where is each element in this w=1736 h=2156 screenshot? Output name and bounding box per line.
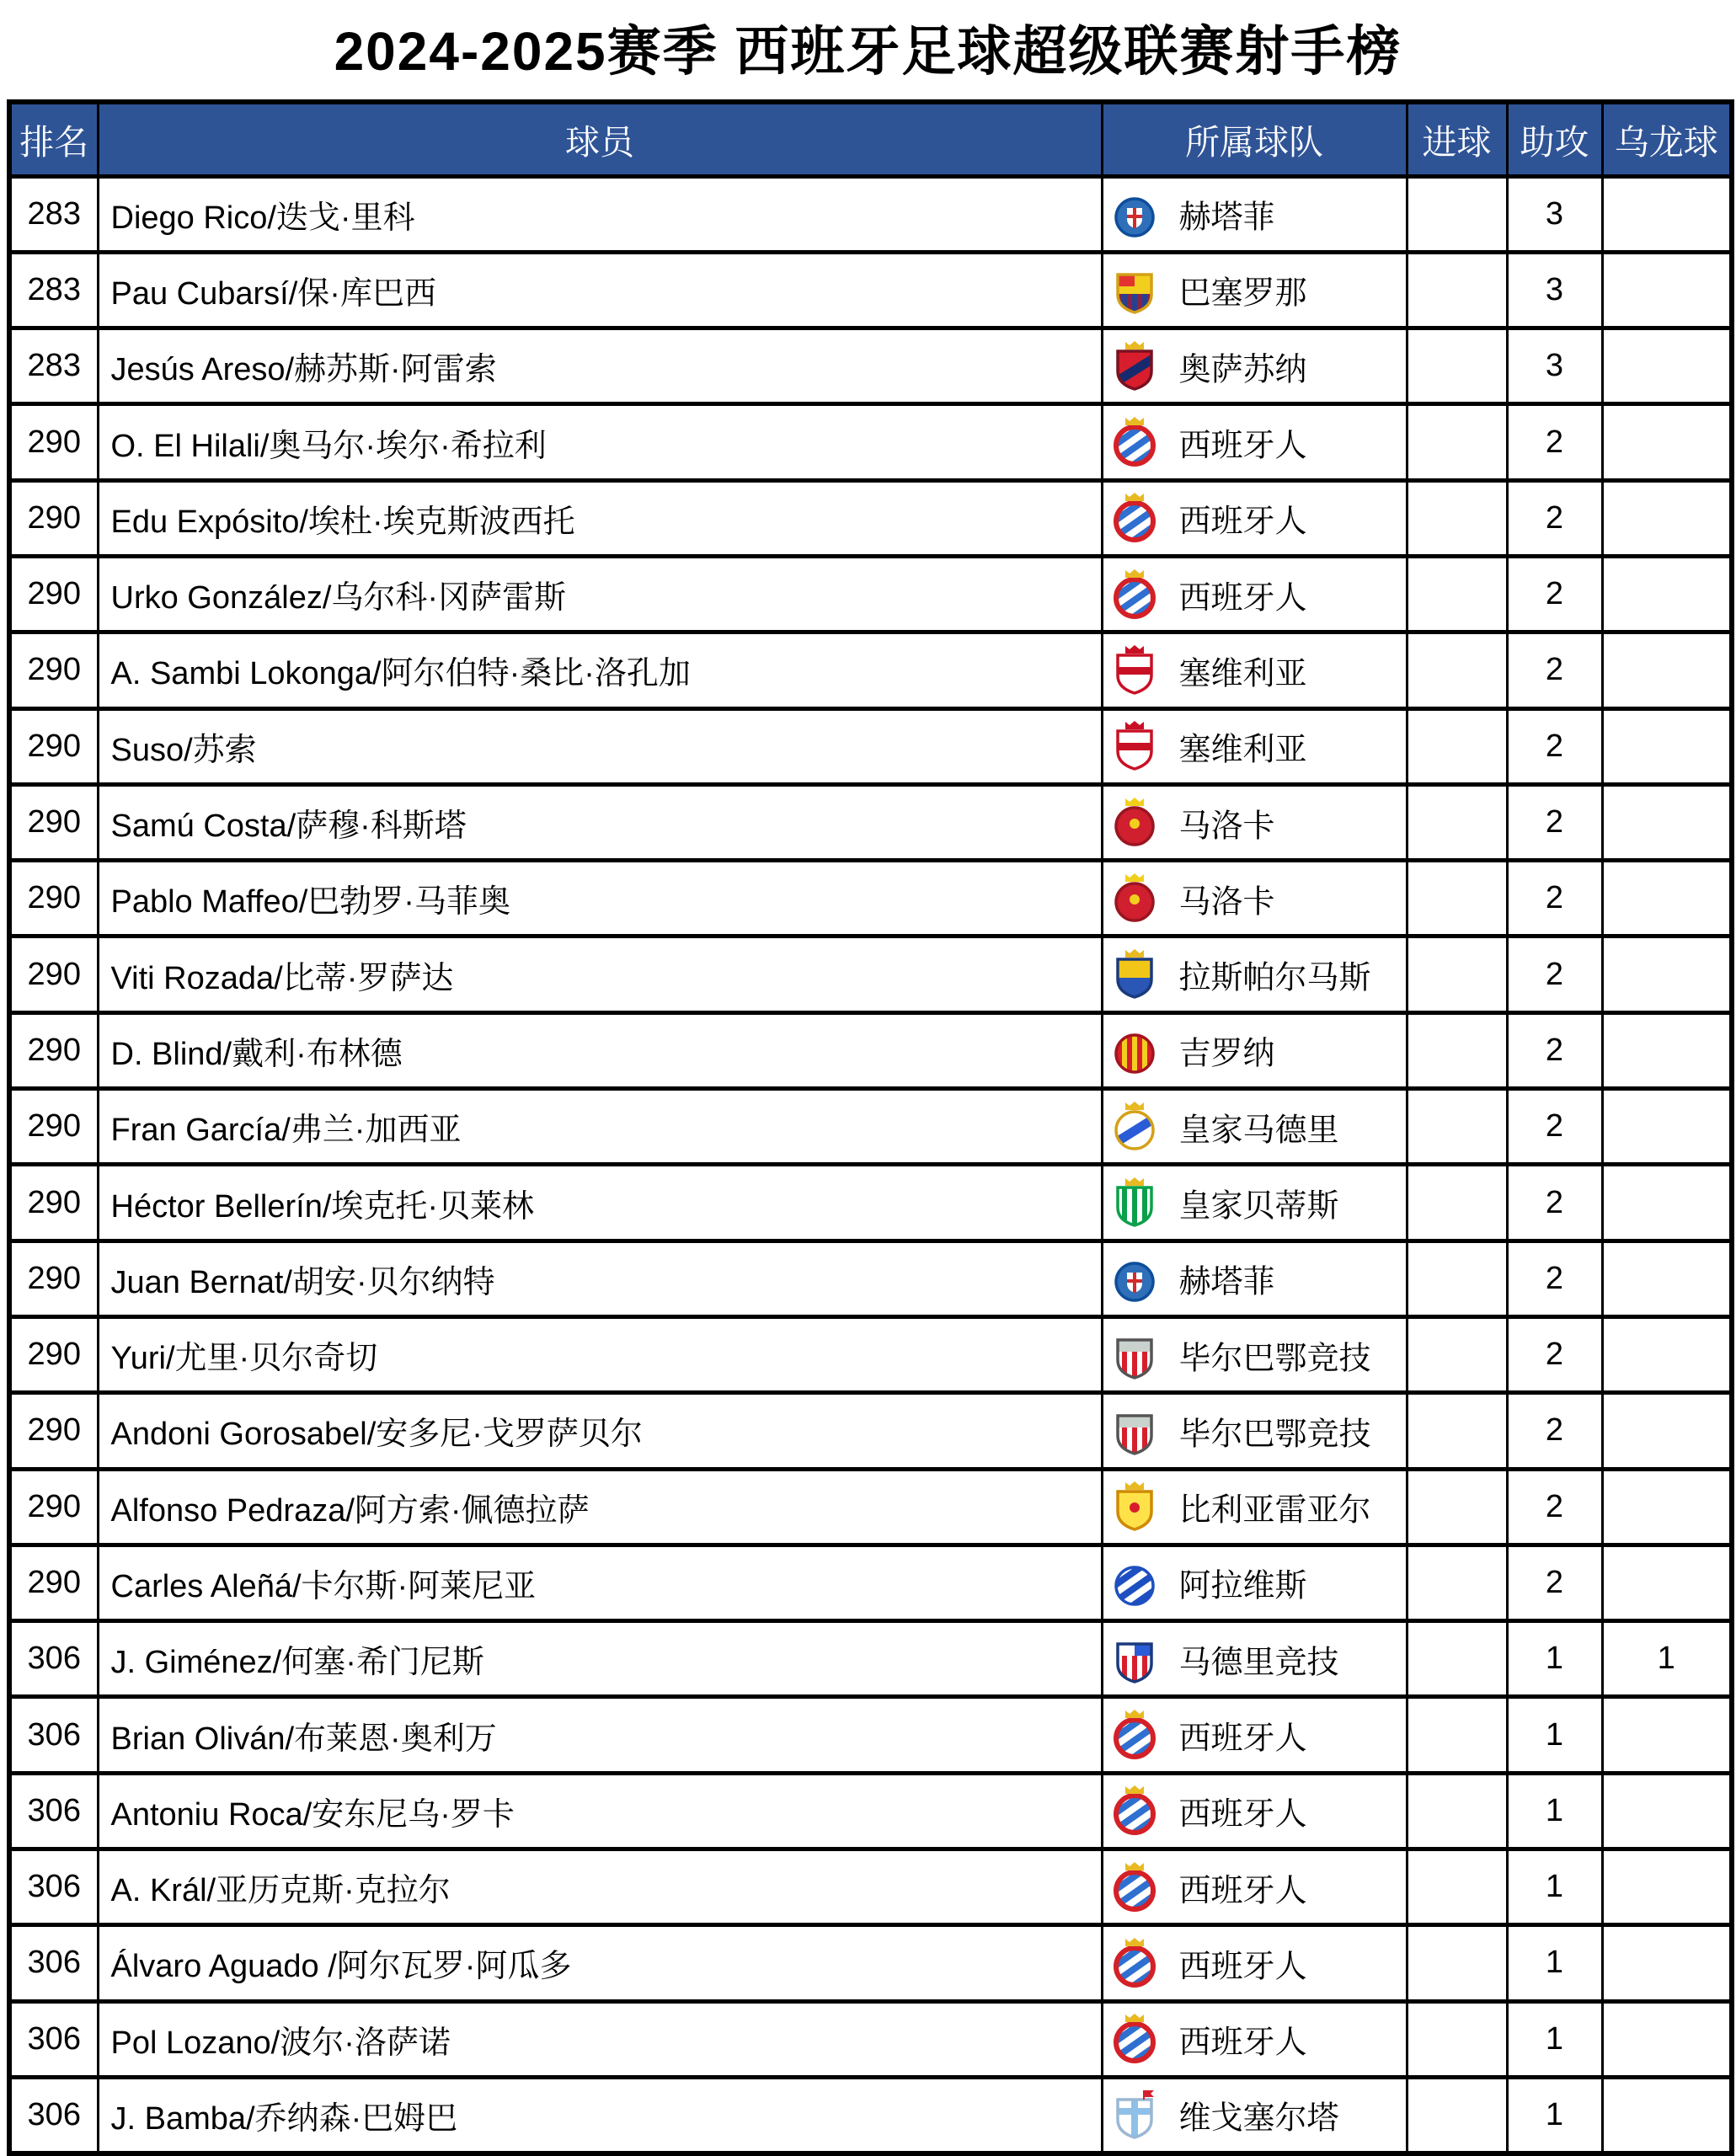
team-cell: [1102, 1165, 1407, 1241]
rank-cell: 283: [9, 176, 98, 252]
rank-cell: 290: [9, 1316, 98, 1392]
team-name: 皇家马德里: [1178, 1113, 1339, 1149]
rank-cell: 290: [9, 1393, 98, 1469]
team-crest-icon: [1112, 721, 1157, 771]
rank-cell: 290: [9, 1165, 98, 1241]
team-crest-icon: [1112, 341, 1157, 392]
goals-cell: [1407, 1165, 1507, 1241]
rank-cell: 306: [9, 1621, 98, 1697]
team-crest-icon: [1112, 264, 1157, 315]
assists-cell: 2: [1507, 1393, 1602, 1469]
goals-cell: [1407, 708, 1507, 784]
own-goals-cell: [1602, 632, 1732, 708]
team-name: 比利亚雷亚尔: [1178, 1492, 1371, 1529]
team-cell: [1102, 404, 1407, 480]
team-crest-icon: [1112, 569, 1157, 620]
team-name: 西班牙人: [1178, 1721, 1307, 1757]
team-crest-icon: [1112, 645, 1157, 696]
scorers-table: [7, 99, 1734, 2156]
rank-cell: 290: [9, 861, 98, 937]
team-crest-icon: [1112, 1481, 1157, 1532]
player-cell: Héctor Bellerín/埃克托·贝莱林: [98, 1165, 1102, 1241]
player-cell: D. Blind/戴利·布林德: [98, 1012, 1102, 1088]
rank-cell: 306: [9, 1697, 98, 1773]
own-goals-cell: [1602, 1012, 1732, 1088]
goals-cell: [1407, 1925, 1507, 2001]
team-name: 西班牙人: [1178, 2025, 1307, 2061]
player-cell: Diego Rico/迭戈·里科: [98, 176, 1102, 252]
rank-cell: 290: [9, 1469, 98, 1545]
goals-cell: [1407, 404, 1507, 480]
team-name: 塞维利亚: [1178, 732, 1307, 768]
team-cell: [1102, 1316, 1407, 1392]
own-goals-cell: [1602, 1089, 1732, 1165]
team-name: 维戈塞尔塔: [1178, 2100, 1339, 2137]
table-row: [9, 2077, 1732, 2153]
player-cell: Pau Cubarsí/保·库巴西: [98, 252, 1102, 328]
table-row: [9, 1241, 1732, 1316]
team-name: 拉斯帕尔马斯: [1178, 960, 1371, 996]
rank-cell: 290: [9, 632, 98, 708]
table-row: [9, 632, 1732, 708]
assists-cell: 2: [1507, 937, 1602, 1012]
col-header-assists: 助攻: [1507, 102, 1602, 176]
rank-cell: 306: [9, 2001, 98, 2077]
team-name: 毕尔巴鄂竞技: [1178, 1341, 1371, 1377]
goals-cell: [1407, 1012, 1507, 1088]
player-cell: Juan Bernat/胡安·贝尔纳特: [98, 1241, 1102, 1316]
goals-cell: [1407, 480, 1507, 556]
rank-cell: 290: [9, 1089, 98, 1165]
own-goals-cell: [1602, 1849, 1732, 1925]
team-crest-icon: [1112, 798, 1157, 848]
team-crest-icon: [1112, 2089, 1157, 2140]
own-goals-cell: [1602, 1469, 1732, 1545]
rank-cell: 290: [9, 937, 98, 1012]
rank-cell: 290: [9, 556, 98, 632]
table-row: [9, 1089, 1732, 1165]
assists-cell: 3: [1507, 328, 1602, 404]
own-goals-cell: [1602, 176, 1732, 252]
own-goals-cell: [1602, 252, 1732, 328]
assists-cell: 2: [1507, 861, 1602, 937]
team-cell: [1102, 176, 1407, 252]
header-row: [9, 102, 1732, 176]
team-cell: [1102, 1773, 1407, 1849]
player-cell: Yuri/尤里·贝尔奇切: [98, 1316, 1102, 1392]
team-cell: [1102, 1849, 1407, 1925]
rank-cell: 283: [9, 252, 98, 328]
team-cell: [1102, 861, 1407, 937]
goals-cell: [1407, 1773, 1507, 1849]
own-goals-cell: [1602, 2077, 1732, 2153]
col-header-goals: 进球: [1407, 102, 1507, 176]
assists-cell: 2: [1507, 632, 1602, 708]
table-row: [9, 2001, 1732, 2077]
team-cell: [1102, 328, 1407, 404]
assists-cell: 3: [1507, 176, 1602, 252]
team-crest-icon: [1112, 1557, 1157, 1608]
assists-cell: 1: [1507, 1621, 1602, 1697]
team-name: 马洛卡: [1178, 884, 1275, 921]
table-row: [9, 1316, 1732, 1392]
team-cell: [1102, 1089, 1407, 1165]
team-cell: [1102, 252, 1407, 328]
own-goals-cell: [1602, 1316, 1732, 1392]
own-goals-cell: [1602, 937, 1732, 1012]
player-cell: J. Bamba/乔纳森·巴姆巴: [98, 2077, 1102, 2153]
table-row: [9, 937, 1732, 1012]
rank-cell: 306: [9, 1849, 98, 1925]
table-row: [9, 176, 1732, 252]
rank-cell: 290: [9, 480, 98, 556]
assists-cell: 2: [1507, 1241, 1602, 1316]
assists-cell: 1: [1507, 1925, 1602, 2001]
team-crest-icon: [1112, 1710, 1157, 1760]
team-crest-icon: [1112, 1785, 1157, 1836]
own-goals-cell: [1602, 1393, 1732, 1469]
team-cell: [1102, 1545, 1407, 1620]
player-cell: Pol Lozano/波尔·洛萨诺: [98, 2001, 1102, 2077]
player-cell: A. Král/亚历克斯·克拉尔: [98, 1849, 1102, 1925]
team-cell: [1102, 1697, 1407, 1773]
assists-cell: 2: [1507, 1089, 1602, 1165]
team-crest-icon: [1112, 1177, 1157, 1228]
team-cell: [1102, 1621, 1407, 1697]
table-row: [9, 1545, 1732, 1620]
team-crest-icon: [1112, 1025, 1157, 1075]
goals-cell: [1407, 328, 1507, 404]
table-row: [9, 861, 1732, 937]
assists-cell: 2: [1507, 784, 1602, 860]
table-row: [9, 1773, 1732, 1849]
own-goals-cell: [1602, 556, 1732, 632]
player-cell: O. El Hilali/奥马尔·埃尔·希拉利: [98, 404, 1102, 480]
team-name: 奥萨苏纳: [1178, 352, 1307, 388]
team-name: 西班牙人: [1178, 504, 1307, 540]
team-name: 塞维利亚: [1178, 656, 1307, 692]
player-cell: Álvaro Aguado /阿尔瓦罗·阿瓜多: [98, 1925, 1102, 2001]
goals-cell: [1407, 1316, 1507, 1392]
own-goals-cell: [1602, 1545, 1732, 1620]
player-cell: Suso/苏索: [98, 708, 1102, 784]
team-name: 西班牙人: [1178, 428, 1307, 464]
player-cell: Viti Rozada/比蒂·罗萨达: [98, 937, 1102, 1012]
table-row: [9, 1697, 1732, 1773]
team-cell: [1102, 632, 1407, 708]
team-crest-icon: [1112, 949, 1157, 1000]
team-crest-icon: [1112, 1253, 1157, 1304]
team-name: 马德里竞技: [1178, 1645, 1339, 1681]
own-goals-cell: [1602, 2001, 1732, 2077]
table-row: [9, 1621, 1732, 1697]
rank-cell: 290: [9, 1545, 98, 1620]
assists-cell: 2: [1507, 1469, 1602, 1545]
team-name: 毕尔巴鄂竞技: [1178, 1417, 1371, 1453]
team-cell: [1102, 1241, 1407, 1316]
team-crest-icon: [1112, 1938, 1157, 1988]
player-cell: Pablo Maffeo/巴勃罗·马菲奥: [98, 861, 1102, 937]
team-crest-icon: [1112, 1634, 1157, 1684]
team-crest-icon: [1112, 2014, 1157, 2064]
table-row: [9, 1393, 1732, 1469]
player-cell: A. Sambi Lokonga/阿尔伯特·桑比·洛孔加: [98, 632, 1102, 708]
team-crest-icon: [1112, 1406, 1157, 1456]
own-goals-cell: [1602, 708, 1732, 784]
table-row: [9, 252, 1732, 328]
team-crest-icon: [1112, 493, 1157, 543]
team-name: 阿拉维斯: [1178, 1568, 1307, 1604]
player-cell: Alfonso Pedraza/阿方索·佩德拉萨: [98, 1469, 1102, 1545]
team-name: 巴塞罗那: [1178, 275, 1307, 312]
table-row: [9, 480, 1732, 556]
team-name: 西班牙人: [1178, 1949, 1307, 1985]
team-name: 赫塔菲: [1178, 200, 1275, 236]
table-row: [9, 708, 1732, 784]
table-row: [9, 1925, 1732, 2001]
col-header-rank: 排名: [9, 102, 98, 176]
assists-cell: 1: [1507, 2077, 1602, 2153]
goals-cell: [1407, 1697, 1507, 1773]
table-row: [9, 1012, 1732, 1088]
col-header-player: 球员: [98, 102, 1102, 176]
page-title: 2024-2025赛季 西班牙足球超级联赛射手榜: [334, 21, 1402, 82]
rank-cell: 283: [9, 328, 98, 404]
own-goals-cell: [1602, 1925, 1732, 2001]
team-cell: [1102, 708, 1407, 784]
team-name: 西班牙人: [1178, 580, 1307, 616]
own-goals-cell: [1602, 328, 1732, 404]
team-crest-icon: [1112, 1862, 1157, 1913]
team-cell: [1102, 1469, 1407, 1545]
own-goals-cell: [1602, 480, 1732, 556]
own-goals-cell: 1: [1602, 1621, 1732, 1697]
table-row: [9, 1165, 1732, 1241]
table-row: [9, 1849, 1732, 1925]
own-goals-cell: [1602, 1773, 1732, 1849]
table-row: [9, 404, 1732, 480]
assists-cell: 2: [1507, 480, 1602, 556]
goals-cell: [1407, 2001, 1507, 2077]
table-row: [9, 556, 1732, 632]
player-cell: Edu Expósito/埃杜·埃克斯波西托: [98, 480, 1102, 556]
team-crest-icon: [1112, 189, 1157, 239]
team-crest-icon: [1112, 417, 1157, 467]
team-cell: [1102, 2077, 1407, 2153]
rank-cell: 290: [9, 708, 98, 784]
team-cell: [1102, 556, 1407, 632]
team-crest-icon: [1112, 1330, 1157, 1380]
assists-cell: 1: [1507, 1773, 1602, 1849]
assists-cell: 2: [1507, 1012, 1602, 1088]
goals-cell: [1407, 1545, 1507, 1620]
goals-cell: [1407, 1469, 1507, 1545]
team-crest-icon: [1112, 1102, 1157, 1152]
own-goals-cell: [1602, 1241, 1732, 1316]
team-crest-icon: [1112, 873, 1157, 924]
goals-cell: [1407, 1621, 1507, 1697]
table-row: [9, 328, 1732, 404]
own-goals-cell: [1602, 1697, 1732, 1773]
rank-cell: 306: [9, 1925, 98, 2001]
goals-cell: [1407, 556, 1507, 632]
assists-cell: 2: [1507, 708, 1602, 784]
col-header-team: 所属球队: [1102, 102, 1407, 176]
own-goals-cell: [1602, 861, 1732, 937]
table-row: [9, 1469, 1732, 1545]
player-cell: Urko González/乌尔科·冈萨雷斯: [98, 556, 1102, 632]
player-cell: Fran García/弗兰·加西亚: [98, 1089, 1102, 1165]
goals-cell: [1407, 252, 1507, 328]
rank-cell: 306: [9, 1773, 98, 1849]
table-row: [9, 784, 1732, 860]
team-name: 西班牙人: [1178, 1873, 1307, 1909]
player-cell: Andoni Gorosabel/安多尼·戈罗萨贝尔: [98, 1393, 1102, 1469]
team-cell: [1102, 2001, 1407, 2077]
player-cell: Jesús Areso/赫苏斯·阿雷索: [98, 328, 1102, 404]
own-goals-cell: [1602, 404, 1732, 480]
rank-cell: 290: [9, 784, 98, 860]
goals-cell: [1407, 632, 1507, 708]
assists-cell: 2: [1507, 1316, 1602, 1392]
goals-cell: [1407, 176, 1507, 252]
player-cell: J. Giménez/何塞·希门尼斯: [98, 1621, 1102, 1697]
goals-cell: [1407, 1089, 1507, 1165]
player-cell: Antoniu Roca/安东尼乌·罗卡: [98, 1773, 1102, 1849]
player-cell: Brian Oliván/布莱恩·奥利万: [98, 1697, 1102, 1773]
own-goals-cell: [1602, 784, 1732, 860]
table-body: [9, 176, 1732, 2153]
team-name: 西班牙人: [1178, 1796, 1307, 1833]
assists-cell: 2: [1507, 1165, 1602, 1241]
player-cell: Samú Costa/萨穆·科斯塔: [98, 784, 1102, 860]
rank-cell: 306: [9, 2077, 98, 2153]
goals-cell: [1407, 2077, 1507, 2153]
assists-cell: 1: [1507, 1697, 1602, 1773]
assists-cell: 3: [1507, 252, 1602, 328]
team-name: 吉罗纳: [1178, 1036, 1275, 1072]
player-cell: Carles Aleñá/卡尔斯·阿莱尼亚: [98, 1545, 1102, 1620]
team-cell: [1102, 937, 1407, 1012]
rank-cell: 290: [9, 1241, 98, 1316]
goals-cell: [1407, 1849, 1507, 1925]
team-cell: [1102, 1012, 1407, 1088]
team-cell: [1102, 1925, 1407, 2001]
team-cell: [1102, 480, 1407, 556]
rank-cell: 290: [9, 1012, 98, 1088]
goals-cell: [1407, 1241, 1507, 1316]
assists-cell: 2: [1507, 1545, 1602, 1620]
own-goals-cell: [1602, 1165, 1732, 1241]
goals-cell: [1407, 1393, 1507, 1469]
assists-cell: 1: [1507, 1849, 1602, 1925]
goals-cell: [1407, 861, 1507, 937]
assists-cell: 2: [1507, 556, 1602, 632]
col-header-own-goals: 乌龙球: [1602, 102, 1732, 176]
team-cell: [1102, 784, 1407, 860]
team-name: 赫塔菲: [1178, 1264, 1275, 1300]
assists-cell: 2: [1507, 404, 1602, 480]
team-cell: [1102, 1393, 1407, 1469]
assists-cell: 1: [1507, 2001, 1602, 2077]
goals-cell: [1407, 784, 1507, 860]
team-name: 皇家贝蒂斯: [1178, 1188, 1339, 1225]
goals-cell: [1407, 937, 1507, 1012]
team-name: 马洛卡: [1178, 808, 1275, 845]
rank-cell: 290: [9, 404, 98, 480]
